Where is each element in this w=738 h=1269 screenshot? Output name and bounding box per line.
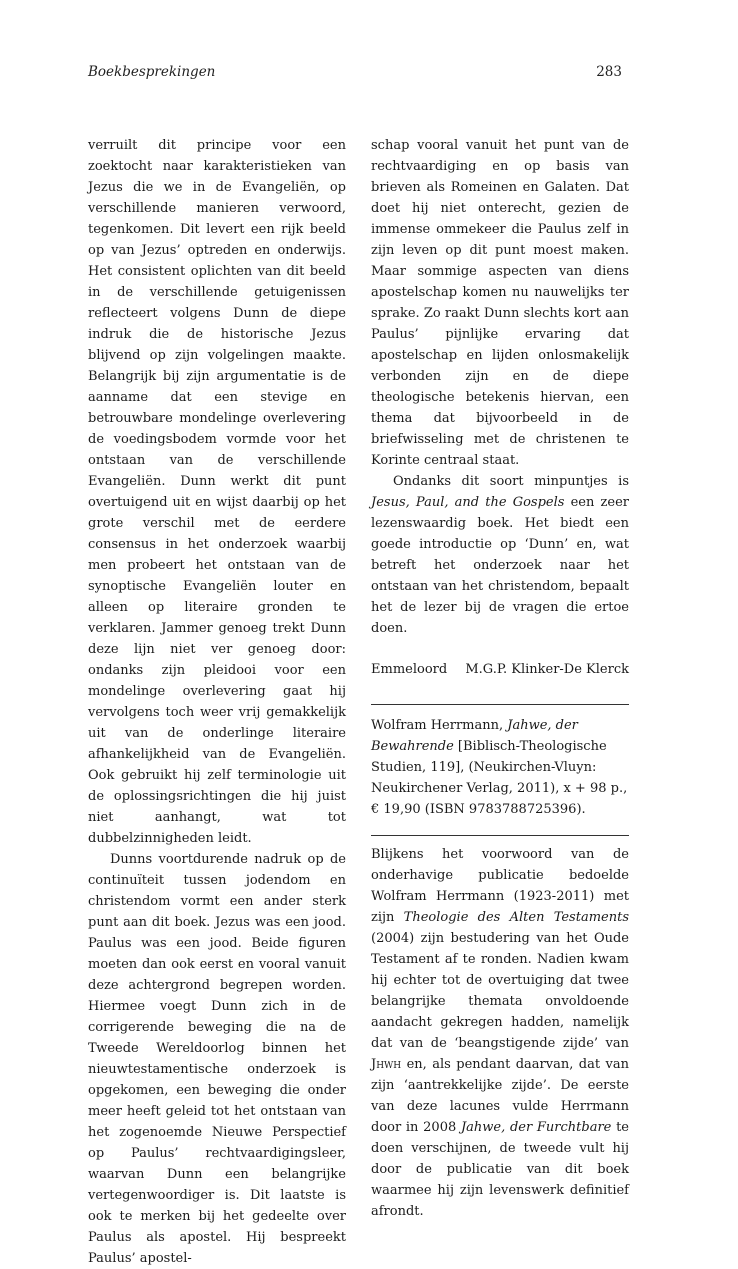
text-run: te doen verschijnen, de tweede vult hij door de publicatie van dit boek waarmee hij zijn levenswerk definitief afrondt. [371,1120,630,1219]
text-run: [Biblisch-Theologische Studien, 119], (Neukirchen-Vluyn: Neukirchener Verlag, 2011), x + 98 p., € 19,90 (ISBN 9783788725396). [371,739,628,817]
left-column [88,135,346,1269]
text-run: Wolfram Herrmann, [371,718,508,733]
book-title: Jahwe, der Furchtbare [460,1120,612,1135]
paragraph: verruilt dit principe voor een zoektocht naar karakteristieken van Jezus die we in de Evangeliën, op verschillende manieren verwoord, tegenkomen. Dit levert een rijk beeld op van Jezus’ optreden en onderwijs. Het consistent oplichten van dit beeld in de verschillende getuigenissen reflecteert volgens Dunn de diepe indruk die de historische Jezus blijvend op zijn volgelingen maakte. Belangrijk bij zijn argumentatie is de aanname dat een stevige en betrouwbare mondelinge overlevering de voedingsbodem vormde voor het ontstaan van de verschillende Evangeliën. Dunn werkt dit punt overtuigend uit en wijst daarbij op het grote verschil met de eerdere consensus in het onderzoek waarbij men probeert het ontstaan van de synoptische Evangeliën louter en alleen op literaire gronden te verklaren. Jammer genoeg trekt Dunn deze lijn niet ver genoeg door: ondanks zijn pleidooi voor een mondelinge overlevering gaat hij vervolgens toch weer vrij gemakkelijk uit van de onderlinge literaire afhankelijkheid van de Evangeliën. Ook gebruikt hij zelf terminologie uit de oplossingsrichtingen die hij juist niet aanhangt, wat tot dubbelzinnigheden leidt. [88,138,346,846]
book-title: Jesus, Paul, and the Gospels [371,495,565,510]
text-run: een zeer lezenswaardig boek. Het biedt een goede introductie op ‘Dunn’ en, wat betreft het onderzoek naar het ontstaan van het christendom, bepaalt het de lezer bij de vragen die ertoe doen. [371,495,629,636]
paragraph: Dunns voortdurende nadruk op de continuïteit tussen jodendom en christendom vormt een ander sterk punt aan dit boek. Jezus was een jood. Paulus was een jood. Beide figuren moeten dan ook eerst en vooral vanuit deze achtergrond begrepen worden. Hiermee voegt Dunn zich in de corrigerende beweging die na de Tweede Wereldoorlog binnen het nieuwtestamentische onderzoek is opgekomen, een beweging die onder meer heeft geleid tot het ontstaan van het zogenoemde Nieuwe Perspectief op Paulus’ rechtvaardigingsleer, waarvan Dunn een belangrijke vertegenwoordiger is. Dit laatste is ook te merken bij het gedeelte over Paulus als apostel. Hij bespreekt Paulus’ apostel- [88,852,346,1266]
review-signature [371,659,629,680]
right-column [371,135,629,1222]
paragraph [371,471,629,639]
text-run: Ondanks dit soort minpuntjes is [393,474,629,489]
signature-reviewer: M.G.P. Klinker-De Klerck [465,662,629,677]
text-run: en, als pendant daarvan, dat van zijn ‘aantrekkelijke zijde’. De eerste van deze lacunes vulde Herrmann door in 2008 [371,1057,629,1135]
paragraph [371,844,629,1222]
book-title: Theologie des Alten Testaments [403,910,629,925]
divine-name: Jhwh [371,1057,402,1072]
text-run: (2004) zijn bestudering van het Oude Testament af te ronden. Nadien kwam hij echter tot de overtuiging dat twee belangrijke themata onvoldoende aandacht gekregen hadden, namelijk dat van de ‘beangstigende zijde’ van [371,931,629,1051]
paragraph: schap vooral vanuit het punt van de rechtvaardiging en op basis van brieven als Romeinen en Galaten. Dat doet hij niet onterecht, gezien de immense ommekeer die Paulus zelf in zijn leven op dit punt moest maken. Maar sommige aspecten van diens apostelschap komen nu nauwelijks ter sprake. Zo raakt Dunn slechts kort aan Paulus’ pijnlijke ervaring dat apostelschap en lijden onlosmakelijk verbonden zijn en de diepe theologische betekenis hiervan, een thema dat bijvoorbeeld in de briefwisseling met de christenen te Korinte centraal staat. [371,138,629,468]
book-title: Jahwe, der Bewahrende [371,718,578,754]
divider [371,835,629,836]
page-number: 283 [596,64,622,80]
running-title: Boekbesprekingen [88,64,216,80]
divider [371,704,629,705]
signature-place: Emmeloord [371,662,448,677]
bibliographic-entry [371,715,629,820]
text-run: Blijkens het voorwoord van de onderhavige publicatie bedoelde Wolfram Herrmann (1923-2011) met zijn [371,847,629,925]
